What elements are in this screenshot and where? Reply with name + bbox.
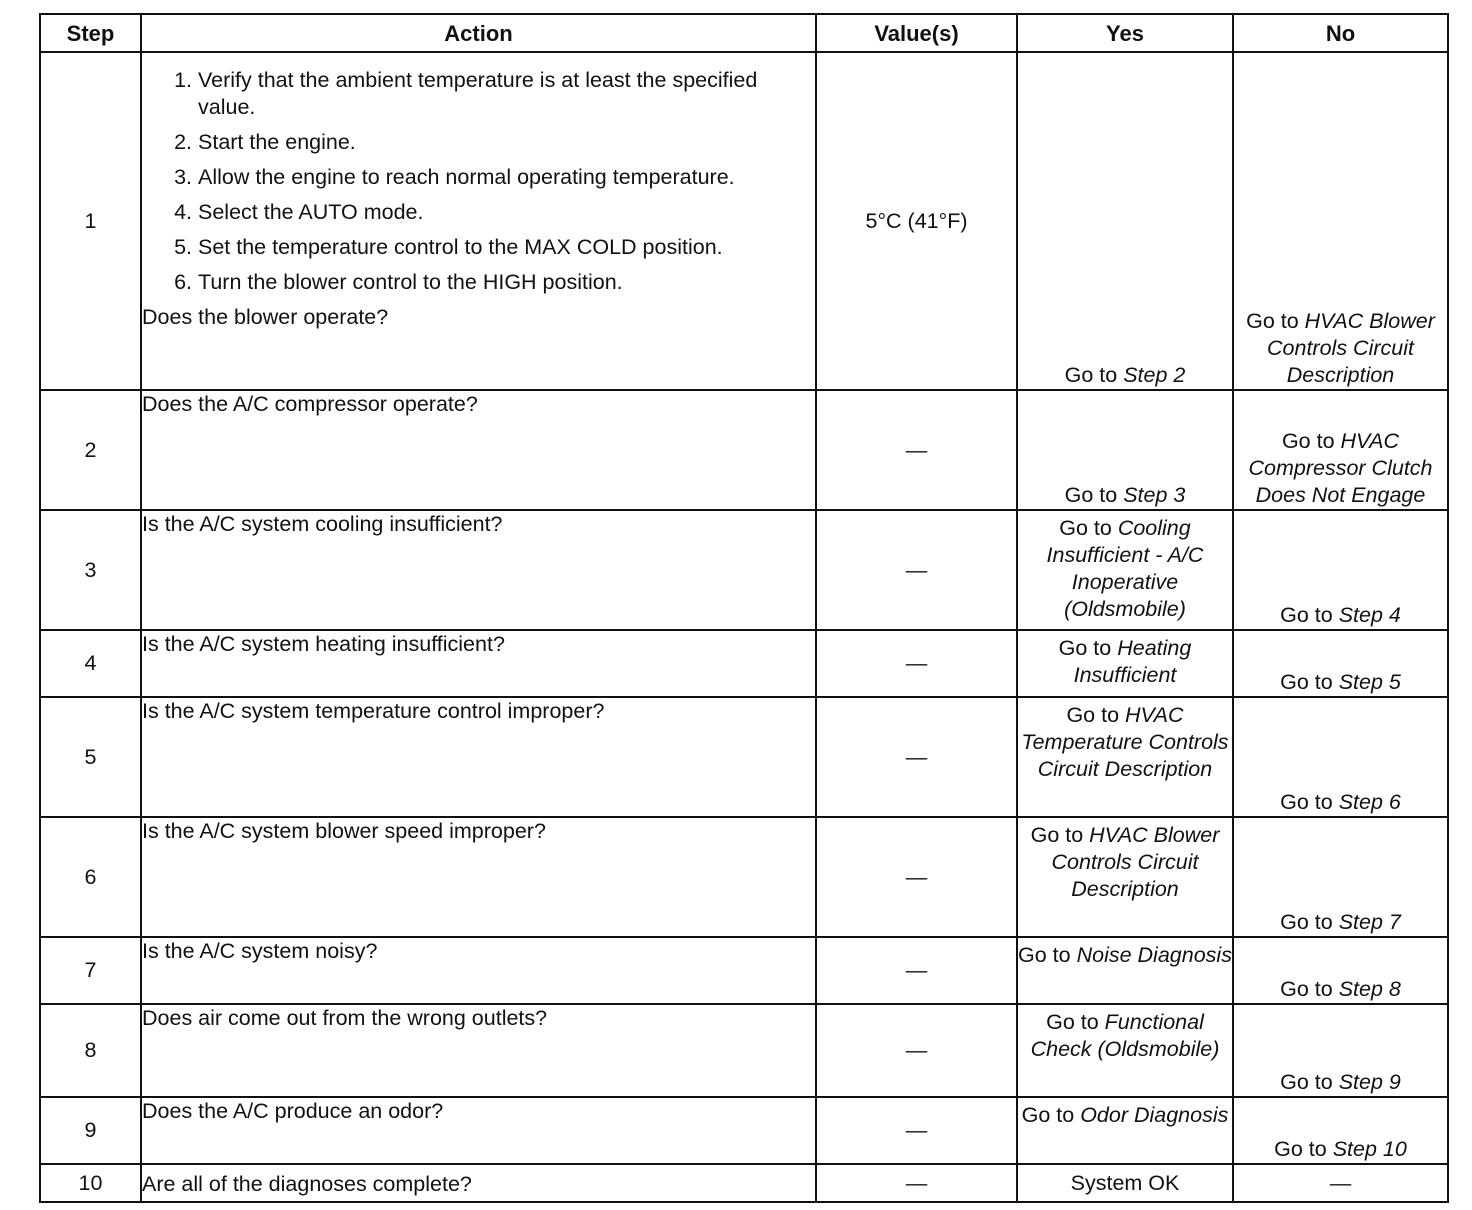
action-question: Does the A/C produce an odor?	[141, 1097, 816, 1164]
action-question: Is the A/C system temperature control improper?	[141, 697, 816, 817]
step-number: 2	[40, 390, 141, 510]
yes-link[interactable]: HVAC Temperature Controls Circuit Description	[1021, 703, 1229, 781]
yes-cell	[1017, 817, 1233, 937]
table-row	[40, 697, 1448, 817]
yes-link[interactable]: Step 3	[1123, 483, 1186, 507]
substep: 3. Allow the engine to reach normal operating temperature.	[198, 164, 815, 191]
value-cell: —	[816, 937, 1017, 1004]
no-prefix: Go to	[1280, 670, 1339, 694]
value-cell: —	[816, 1097, 1017, 1164]
no-cell	[1233, 630, 1448, 697]
yes-cell: System OK	[1017, 1164, 1233, 1202]
yes-cell	[1017, 697, 1233, 817]
yes-prefix: Go to	[1064, 363, 1124, 387]
no-cell	[1233, 1004, 1448, 1097]
substep: 2. Start the engine.	[198, 129, 815, 156]
no-cell: —	[1233, 1164, 1448, 1202]
step-number: 7	[40, 937, 141, 1004]
action-question: Is the A/C system heating insufficient?	[141, 630, 816, 697]
yes-link[interactable]: Step 2	[1123, 363, 1186, 387]
no-link[interactable]: Step 4	[1338, 603, 1401, 627]
yes-cell	[1017, 937, 1233, 1004]
yes-cell	[1017, 1004, 1233, 1097]
step-number: 4	[40, 630, 141, 697]
action-question: Are all of the diagnoses complete?	[141, 1164, 816, 1202]
yes-prefix: Go to	[1018, 943, 1077, 967]
no-prefix: Go to	[1280, 790, 1339, 814]
value-cell: —	[816, 390, 1017, 510]
yes-prefix: Go to	[1058, 636, 1118, 660]
no-link[interactable]: HVAC Compressor Clutch Does Not Engage	[1248, 429, 1433, 507]
action-question: Is the A/C system cooling insufficient?	[141, 510, 816, 630]
substep: 4. Select the AUTO mode.	[198, 199, 815, 226]
substep: 1. Verify that the ambient temperature is at least the specified value.	[198, 67, 815, 121]
diagnostic-table	[39, 13, 1449, 1203]
header-no: No	[1233, 14, 1448, 52]
substep-list	[142, 67, 815, 296]
yes-prefix: Go to	[1021, 1103, 1081, 1127]
no-prefix: Go to	[1281, 429, 1341, 453]
no-cell	[1233, 1097, 1448, 1164]
no-cell	[1233, 937, 1448, 1004]
step-number: 9	[40, 1097, 141, 1164]
yes-link[interactable]: Noise Diagnosis	[1076, 943, 1232, 967]
action-cell	[141, 52, 816, 390]
yes-cell	[1017, 52, 1233, 390]
header-yes: Yes	[1017, 14, 1233, 52]
value-cell: —	[816, 510, 1017, 630]
no-prefix: Go to	[1280, 1070, 1339, 1094]
no-cell	[1233, 52, 1448, 390]
no-cell	[1233, 817, 1448, 937]
no-link[interactable]: Step 7	[1338, 910, 1401, 934]
no-link[interactable]: Step 10	[1332, 1137, 1407, 1161]
no-prefix: Go to	[1280, 977, 1339, 1001]
step-number: 1	[40, 52, 141, 390]
header-action: Action	[141, 14, 816, 52]
header-step: Step	[40, 14, 141, 52]
value-cell: —	[816, 630, 1017, 697]
no-cell	[1233, 510, 1448, 630]
yes-link[interactable]: HVAC Blower Controls Circuit Description	[1051, 823, 1220, 901]
table-row	[40, 52, 1448, 390]
action-question: Does air come out from the wrong outlets?	[141, 1004, 816, 1097]
no-prefix: Go to	[1246, 309, 1305, 333]
table-row	[40, 1164, 1448, 1202]
step-number: 5	[40, 697, 141, 817]
no-link[interactable]: HVAC Blower Controls Circuit Description	[1267, 309, 1435, 387]
yes-prefix: Go to	[1059, 516, 1118, 540]
yes-prefix: Go to	[1066, 703, 1125, 727]
yes-link[interactable]: Heating Insufficient	[1073, 636, 1192, 687]
yes-cell	[1017, 390, 1233, 510]
table-row	[40, 1097, 1448, 1164]
yes-link[interactable]: Odor Diagnosis	[1080, 1103, 1229, 1127]
value-cell: —	[816, 1004, 1017, 1097]
no-prefix: Go to	[1280, 603, 1339, 627]
no-link[interactable]: Step 9	[1338, 1070, 1401, 1094]
value-cell: —	[816, 1164, 1017, 1202]
no-link[interactable]: Step 6	[1338, 790, 1401, 814]
substep: 5. Set the temperature control to the MAX COLD position.	[198, 234, 815, 261]
no-cell	[1233, 390, 1448, 510]
table-row	[40, 510, 1448, 630]
step-number: 8	[40, 1004, 141, 1097]
yes-cell	[1017, 510, 1233, 630]
value-cell: —	[816, 817, 1017, 937]
step-number: 6	[40, 817, 141, 937]
table-row	[40, 1004, 1448, 1097]
no-link[interactable]: Step 8	[1338, 977, 1401, 1001]
value-cell: 5°C (41°F)	[816, 52, 1017, 390]
step-number: 10	[40, 1164, 141, 1202]
yes-link[interactable]: Cooling Insufficient - A/C Inoperative (Oldsmobile)	[1046, 516, 1204, 621]
yes-prefix: Go to	[1030, 823, 1090, 847]
substep: 6. Turn the blower control to the HIGH position.	[198, 269, 815, 296]
table-row	[40, 937, 1448, 1004]
no-prefix: Go to	[1274, 1137, 1333, 1161]
yes-prefix: Go to	[1046, 1010, 1105, 1034]
no-prefix: Go to	[1280, 910, 1339, 934]
yes-link[interactable]: Functional Check (Oldsmobile)	[1030, 1010, 1220, 1061]
action-question: Is the A/C system blower speed improper?	[141, 817, 816, 937]
yes-cell	[1017, 1097, 1233, 1164]
yes-cell	[1017, 630, 1233, 697]
yes-prefix: Go to	[1064, 483, 1124, 507]
value-cell: —	[816, 697, 1017, 817]
table-row	[40, 630, 1448, 697]
header-values: Value(s)	[816, 14, 1017, 52]
header-row	[40, 14, 1448, 52]
no-cell	[1233, 697, 1448, 817]
table-row	[40, 817, 1448, 937]
action-question: Does the A/C compressor operate?	[141, 390, 816, 510]
no-link[interactable]: Step 5	[1338, 670, 1401, 694]
step-number: 3	[40, 510, 141, 630]
table-row	[40, 390, 1448, 510]
action-question: Is the A/C system noisy?	[141, 937, 816, 1004]
action-question: Does the blower operate?	[142, 305, 389, 329]
